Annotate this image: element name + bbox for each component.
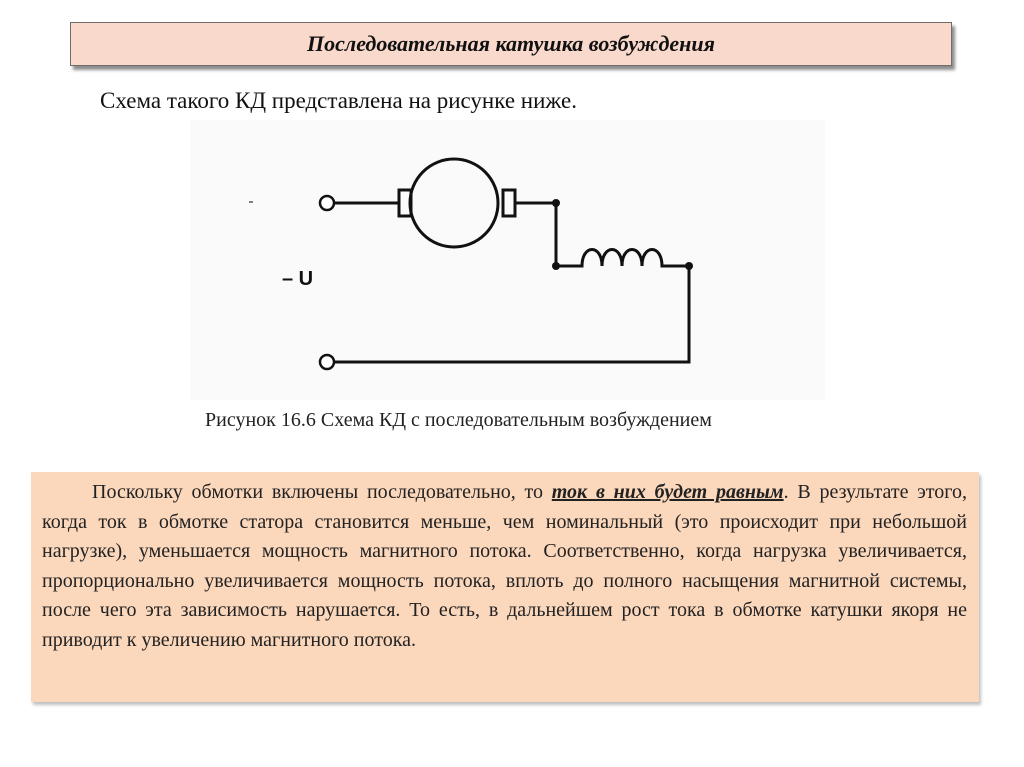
circuit-svg [190, 120, 825, 400]
slide-title-text: Последовательная катушка возбуждения [307, 31, 715, 56]
paragraph-part-2: . В результате этого, когда ток в обмотке статора становится меньше, чем номинальный (это происходит при небольшой нагрузке), уменьшается мощность магнитного потока. Соответственно, когда нагрузка увеличивается, пропорционально увеличивается мощность потока, вплоть до полного насыщения магнитной системы, после чего эта зависимость нарушается. То есть, в дальнейшем рост тока в обмотке катушки якоря не приводит к увеличению магнитного потока. [42, 481, 967, 651]
junction-dot-coil-right [685, 262, 693, 270]
intro-text: Схема такого КД представлена на рисунке ниже. [100, 88, 577, 113]
explanation-paragraph [31, 472, 979, 702]
paragraph-emphasis: ток в них будет равным [551, 481, 784, 503]
brush-right [503, 190, 515, 216]
terminal-bottom [320, 355, 334, 369]
junction-dot-coil-left [552, 262, 560, 270]
series-field-coil [582, 250, 662, 267]
motor-armature [410, 159, 498, 247]
terminal-top [320, 196, 334, 210]
junction-dot-top [552, 199, 560, 207]
slide-title [70, 22, 952, 66]
circuit-diagram [190, 120, 825, 400]
paragraph-part-1: Поскольку обмотки включены последовательно, то [92, 481, 552, 503]
voltage-label: – U [282, 268, 314, 290]
figure-caption: Рисунок 16.6 Схема КД с последовательным возбуждением [205, 409, 712, 431]
